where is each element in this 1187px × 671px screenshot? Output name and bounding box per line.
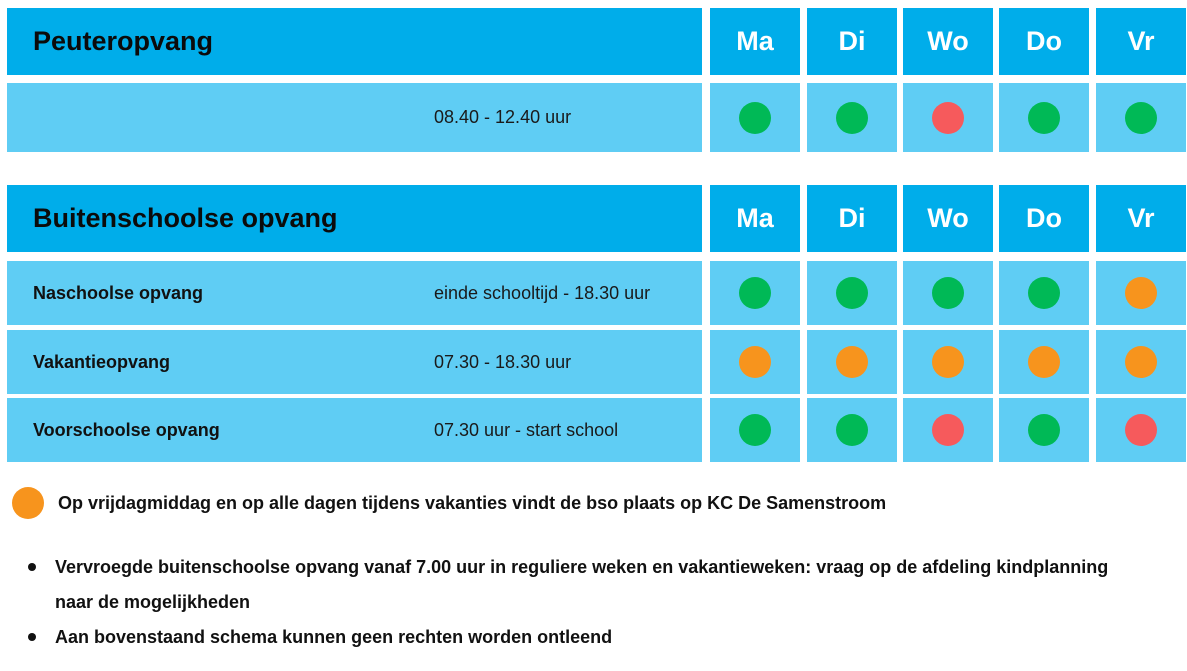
status-cell [1096,398,1186,462]
status-cell [903,261,993,325]
status-dot [1125,414,1157,446]
status-cell [710,398,800,462]
legend-orange-dot [12,487,44,519]
status-dot [836,414,868,446]
status-cell [1096,330,1186,394]
note-item [28,550,1148,620]
notes-list [28,550,1148,655]
status-dot [1125,346,1157,378]
legend-text: Op vrijdagmiddag en op alle dagen tijdens vakanties vindt de bso plaats op KC De Samenstroom [58,492,887,513]
status-cell [999,330,1089,394]
row-time: 08.40 - 12.40 uur [434,107,572,127]
bso-day-ma: Ma [710,185,800,252]
status-dot [1028,102,1060,134]
status-dot [932,277,964,309]
status-dot [836,277,868,309]
bso-day-di: Di [807,185,897,252]
row-label: Vakantieopvang [33,351,171,372]
status-cell [807,398,897,462]
status-dot [1028,414,1060,446]
bso-title: Buitenschoolse opvang [33,203,338,233]
status-cell [999,261,1089,325]
bso-day-wo: Wo [903,185,993,252]
status-dot [1125,277,1157,309]
status-cell [710,330,800,394]
status-dot [1028,277,1060,309]
peuteropvang-title: Peuteropvang [33,26,214,56]
peuteropvang-day-di: Di [807,8,897,75]
row-time: einde schooltijd - 18.30 uur [434,282,651,303]
status-cell [999,83,1089,152]
status-cell [903,83,993,152]
peuteropvang-row-info [7,83,702,152]
peuteropvang-day-do: Do [999,8,1089,75]
bso-row-vakantie [7,330,702,394]
status-dot [1028,346,1060,378]
status-cell [999,398,1089,462]
legend [12,487,886,519]
status-cell [710,261,800,325]
status-cell [807,83,897,152]
peuteropvang-header [7,8,702,75]
status-cell [710,83,800,152]
row-time: 07.30 - 18.30 uur [434,351,572,372]
status-cell [1096,83,1186,152]
bso-day-vr: Vr [1096,185,1186,252]
peuteropvang-day-vr: Vr [1096,8,1186,75]
status-dot [739,277,771,309]
status-dot [739,414,771,446]
status-cell [807,330,897,394]
status-cell [1096,261,1186,325]
row-time: 07.30 uur - start school [434,419,619,440]
bso-header [7,185,702,252]
status-dot [739,346,771,378]
status-dot [932,414,964,446]
status-dot [739,102,771,134]
status-dot [932,346,964,378]
status-cell [903,398,993,462]
bullet-icon [28,563,36,571]
status-dot [836,346,868,378]
note-item [28,620,1148,655]
status-dot [836,102,868,134]
bullet-icon [28,633,36,641]
status-dot [932,102,964,134]
bso-day-do: Do [999,185,1089,252]
note-text: Aan bovenstaand schema kunnen geen rechten worden ontleend [55,627,613,647]
row-label: Naschoolse opvang [33,282,204,303]
peuteropvang-day-ma: Ma [710,8,800,75]
status-dot [1125,102,1157,134]
bso-row-voorschoolse [7,398,702,462]
status-cell [807,261,897,325]
note-text: Vervroegde buitenschoolse opvang vanaf 7.00 uur in reguliere weken en vakantieweken: vraag op de afdeling kindplanning naar de mogelijkheden [55,557,1109,612]
bso-row-naschoolse [7,261,702,325]
row-label: Voorschoolse opvang [33,419,220,440]
peuteropvang-day-wo: Wo [903,8,993,75]
status-cell [903,330,993,394]
